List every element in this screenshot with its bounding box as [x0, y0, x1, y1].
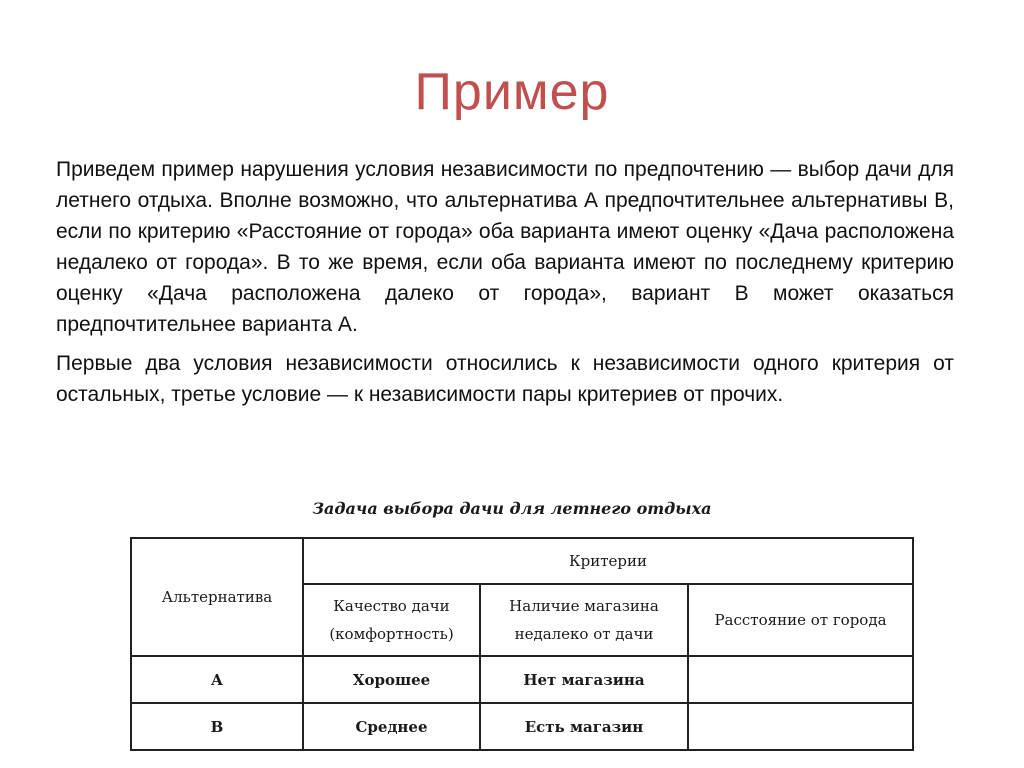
- header-quality: Качество дачи (комфортность): [303, 584, 480, 656]
- cell-shop: Нет магазина: [480, 656, 688, 703]
- cell-distance: [688, 703, 913, 750]
- cell-distance: [688, 656, 913, 703]
- cell-alternative: А: [131, 656, 303, 703]
- table-row: [131, 656, 913, 703]
- header-shop: Наличие магазина недалеко от дачи: [480, 584, 688, 656]
- header-criteria: Критерии: [303, 538, 913, 584]
- cell-quality: Среднее: [303, 703, 480, 750]
- cell-shop: Есть магазин: [480, 703, 688, 750]
- cell-quality: Хорошее: [303, 656, 480, 703]
- paragraph-1: Приведем пример нарушения условия независимости по предпочтению — выбор дачи для летнего отдыха. Вполне возможно, что альтернатива А предпочтительнее альтернативы В, если по критерию «Расстояние от города» оба варианта имеют оценку «Дача расположена недалеко от города». В то же время, если оба варианта имеют по последнему критерию оценку «Дача расположена далеко от города», вариант В может оказаться предпочтительнее варианта А.: [56, 158, 954, 336]
- criteria-table: [130, 537, 914, 751]
- slide-title: Пример: [414, 63, 610, 121]
- slide-body: [56, 154, 954, 418]
- table-caption: Задача выбора дачи для летнего отдыха: [312, 499, 712, 518]
- paragraph-2: Первые два условия независимости относились к независимости одного критерия от остальных, третье условие — к независимости пары критериев от прочих.: [56, 352, 954, 406]
- table-row: [131, 703, 913, 750]
- header-distance: Расстояние от города: [688, 584, 913, 656]
- header-alternative: Альтернатива: [131, 538, 303, 656]
- cell-alternative: В: [131, 703, 303, 750]
